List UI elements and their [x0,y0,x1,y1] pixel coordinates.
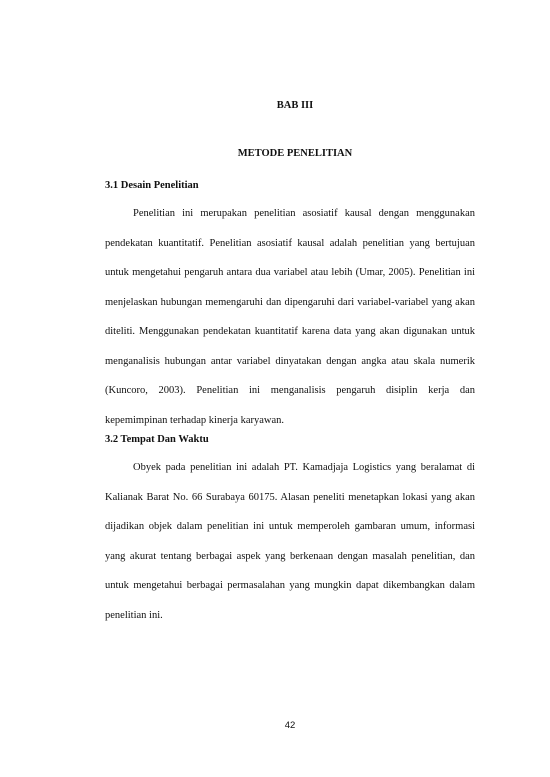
section-heading-tempat-dan-waktu: 3.2 Tempat Dan Waktu [105,434,209,445]
section-heading-desain-penelitian: 3.1 Desain Penelitian [105,180,199,191]
section-paragraph-desain-penelitian: Penelitian ini merupakan penelitian asosiatif kausal dengan menggunakan pendekatan kuantitatif. Penelitian asosiatif kausal adalah penelitian yang bertujuan untuk mengetahui pengaruh antara dua variabel atau lebih (Umar, 2005). Penelitian ini menjelaskan hubungan memengaruhi dan dipengaruhi dari variabel-variabel yang akan diteliti. Menggunakan pendekatan kuantitatif karena data yang akan digunakan untuk menganalisis hubungan antar variabel dinyatakan dengan angka atau skala numerik (Kuncoro, 2003). Penelitian ini menganalisis pengaruh disiplin kerja dan kepemimpinan terhadap kinerja karyawan. [105,208,475,426]
page-number: 42 [284,720,296,731]
chapter-title: METODE PENELITIAN [237,148,353,159]
chapter-label: BAB III [276,100,314,111]
section-paragraph-tempat-dan-waktu: Obyek pada penelitian ini adalah PT. Kamadjaja Logistics yang beralamat di Kalianak Barat No. 66 Surabaya 60175. Alasan peneliti menetapkan lokasi yang akan dijadikan objek dalam penelitian ini untuk memperoleh gambaran umum, informasi yang akurat tentang berbagai aspek yang berkenaan dengan masalah penelitian, dan untuk mengetahui berbagai permasalahan yang mungkin dapat dikembangkan dalam penelitian ini. [105,462,475,621]
